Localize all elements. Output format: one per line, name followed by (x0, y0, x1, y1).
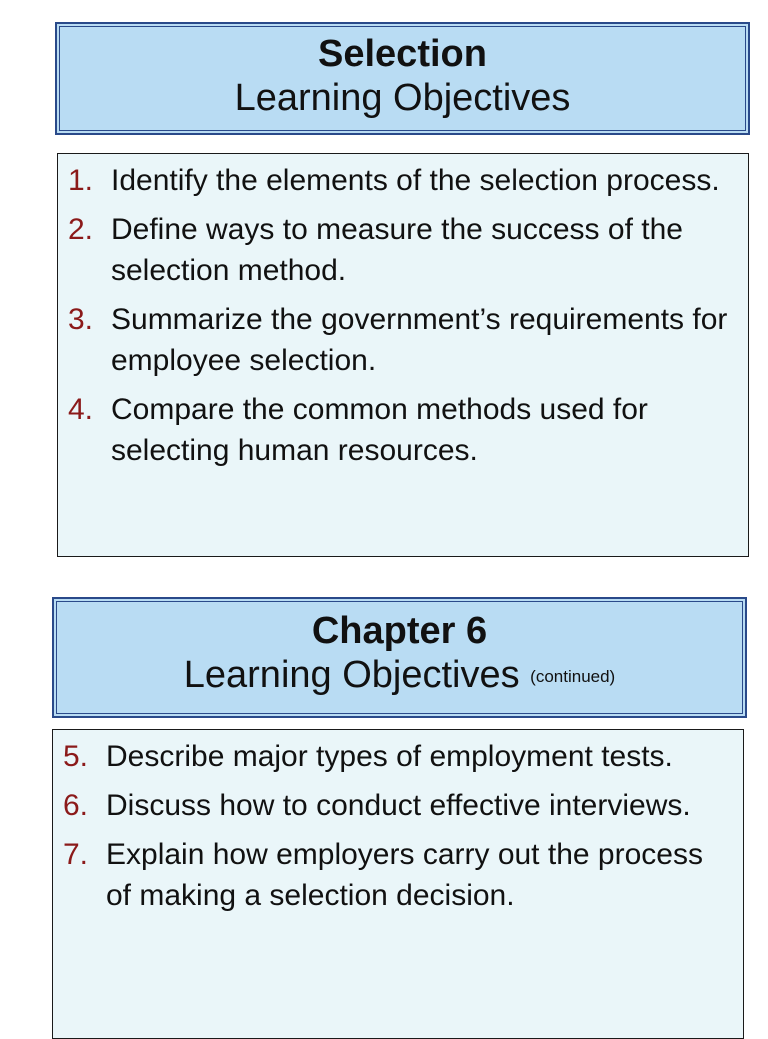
objective-item (58, 209, 728, 291)
objective-number: 5. (63, 740, 89, 773)
objective-number: 1. (68, 164, 94, 197)
slide2-subtitle-line (54, 653, 745, 699)
objective-number: 7. (63, 838, 89, 871)
objective-text: Compare the common methods used for selecting human resources. (111, 393, 648, 467)
objective-text: Summarize the government’s requirements for employee selection. (111, 303, 728, 377)
objective-item (58, 389, 728, 471)
objective-text: Identify the elements of the selection process. (111, 164, 720, 197)
slide1-title: Selection (318, 33, 487, 75)
objective-number: 4. (68, 393, 94, 426)
objective-number: 2. (68, 213, 94, 246)
objective-item (58, 160, 728, 201)
objective-text: Explain how employers carry out the process of making a selection decision. (106, 838, 703, 912)
objective-number: 6. (63, 789, 89, 822)
objective-text: Define ways to measure the success of the selection method. (111, 213, 683, 287)
objective-item (53, 785, 723, 826)
slide2-title-box (52, 597, 747, 718)
slide2-objectives-list (53, 736, 723, 916)
slide1-subtitle: Learning Objectives (234, 77, 571, 119)
slide1-objectives-box (57, 153, 749, 557)
objective-text: Discuss how to conduct effective interviews. (106, 789, 691, 822)
objective-item (53, 736, 723, 777)
objective-item (58, 299, 728, 381)
objective-item (53, 834, 723, 916)
objective-text: Describe major types of employment tests. (106, 740, 673, 773)
slide2-subtitle: Learning Objectives (183, 654, 520, 696)
slide2-subtitle-note: (continued) (530, 666, 616, 686)
slide1-title-box (55, 22, 750, 135)
objective-number: 3. (68, 303, 94, 336)
slide1-objectives-list (58, 160, 728, 471)
slide2-title: Chapter 6 (311, 610, 488, 652)
slide2-objectives-box (52, 729, 744, 1039)
